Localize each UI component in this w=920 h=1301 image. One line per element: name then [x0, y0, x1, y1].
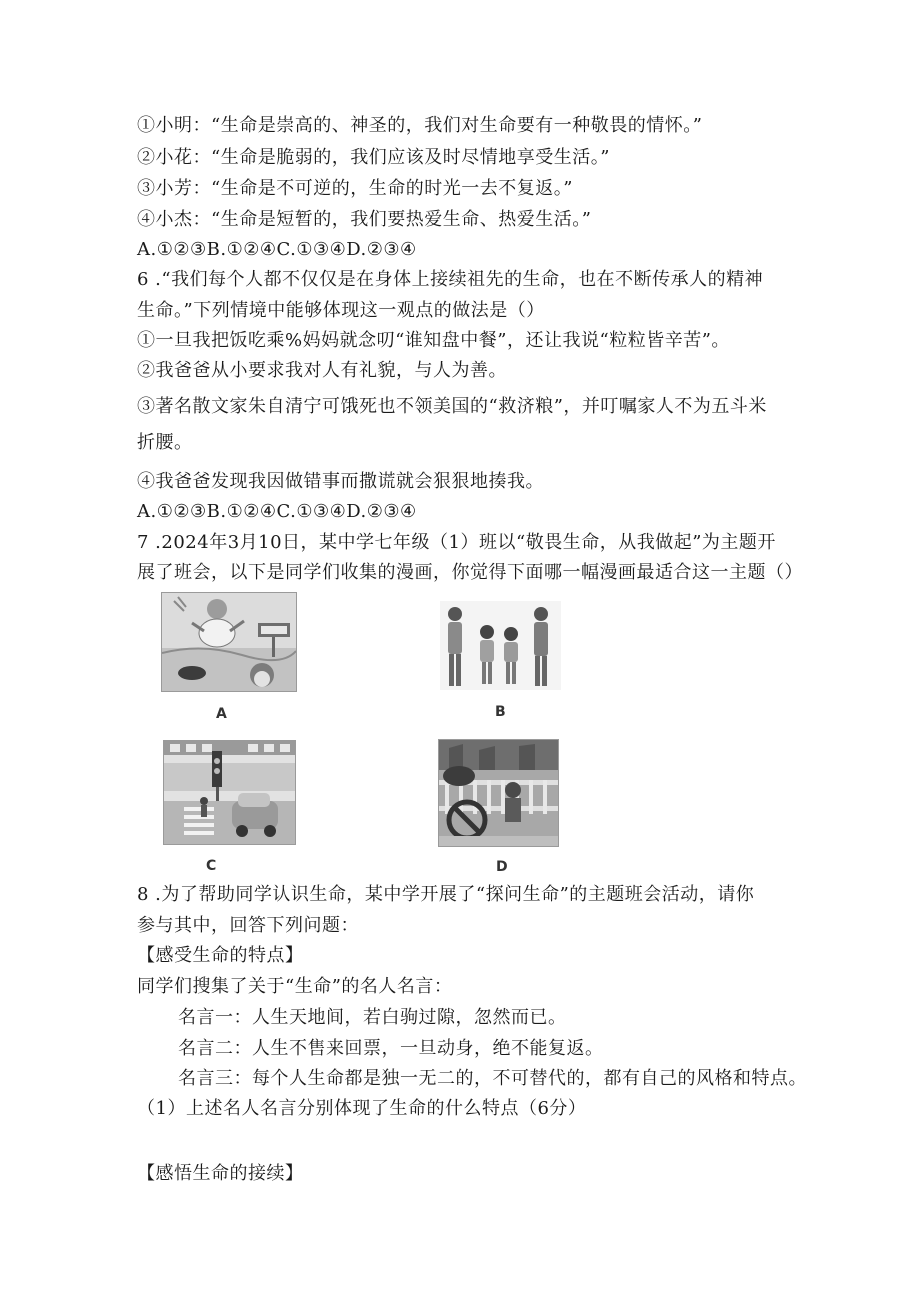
- q5-option-4: ④小杰：“生命是短暂的，我们要热爱生命、热爱生活。”: [137, 209, 592, 230]
- q6-choices: A.①②③B.①②④C.①③④D.②③④: [137, 501, 417, 522]
- quote-3: 名言三：每个人生命都是独一无二的，不可替代的，都有自己的风格和特点。: [178, 1068, 807, 1089]
- q8-stem-line-2: 参与其中，回答下列问题：: [137, 915, 359, 936]
- cartoon-c-label: C: [206, 858, 217, 874]
- q7-stem-line-1: 7 .2024年3月10日，某中学七年级（1）班以“敬畏生命，从我做起”为主题开: [137, 532, 776, 553]
- cartoon-d-image: [438, 739, 559, 847]
- q5-choices: A.①②③B.①②④C.①③④D.②③④: [137, 239, 417, 260]
- section-heading-continuation: 【感悟生命的接续】: [137, 1163, 304, 1184]
- quotes-intro: 同学们搜集了关于“生命”的名人名言：: [137, 976, 453, 997]
- quote-2: 名言二：人生不售来回票，一旦动身，绝不能复返。: [178, 1038, 604, 1059]
- q8-subquestion-1: （1）上述名人名言分别体现了生命的什么特点（6分）: [137, 1098, 587, 1119]
- q5-option-1: ①小明：“生命是崇高的、神圣的，我们对生命要有一种敬畏的情怀。”: [137, 115, 703, 136]
- q6-option-3-line-2: 折腰。: [137, 432, 193, 453]
- q6-option-4: ④我爸爸发现我因做错事而撒谎就会狠狠地揍我。: [137, 471, 544, 492]
- cartoon-a-label: A: [216, 706, 227, 722]
- q5-option-3: ③小芳：“生命是不可逆的，生命的时光一去不复返。”: [137, 178, 573, 199]
- q6-option-1: ①一旦我把饭吃乘%妈妈就念叨“谁知盘中餐”，还让我说“粒粒皆辛苦”。: [137, 330, 730, 351]
- q6-option-2: ②我爸爸从小要求我对人有礼貌，与人为善。: [137, 360, 507, 381]
- q6-option-3-line-1: ③著名散文家朱自清宁可饿死也不领美国的“救济粮”，并叮嘱家人不为五斗米: [137, 396, 767, 417]
- quote-1: 名言一：人生天地间，若白驹过隙，忽然而已。: [178, 1007, 567, 1028]
- cartoon-b-label: B: [495, 704, 506, 720]
- q8-stem-line-1: 8 .为了帮助同学认识生命，某中学开展了“探问生命”的主题班会活动，请你: [137, 884, 755, 905]
- cartoon-c-image: [163, 740, 296, 845]
- q6-stem-line-2: 生命。”下列情境中能够体现这一观点的做法是（）: [137, 300, 545, 321]
- q6-stem-line-1: 6 .“我们每个人都不仅仅是在身体上接续祖先的生命，也在不断传承人的精神: [137, 269, 764, 290]
- cartoon-d-label: D: [496, 859, 508, 875]
- cartoon-b-image: [440, 601, 561, 690]
- section-heading-features: 【感受生命的特点】: [137, 945, 304, 966]
- q7-stem-line-2: 展了班会，以下是同学们收集的漫画，你觉得下面哪一幅漫画最适合这一主题（）: [137, 562, 803, 583]
- q5-option-2: ②小花：“生命是脆弱的，我们应该及时尽情地享受生活。”: [137, 147, 610, 168]
- cartoon-a-image: [161, 592, 297, 692]
